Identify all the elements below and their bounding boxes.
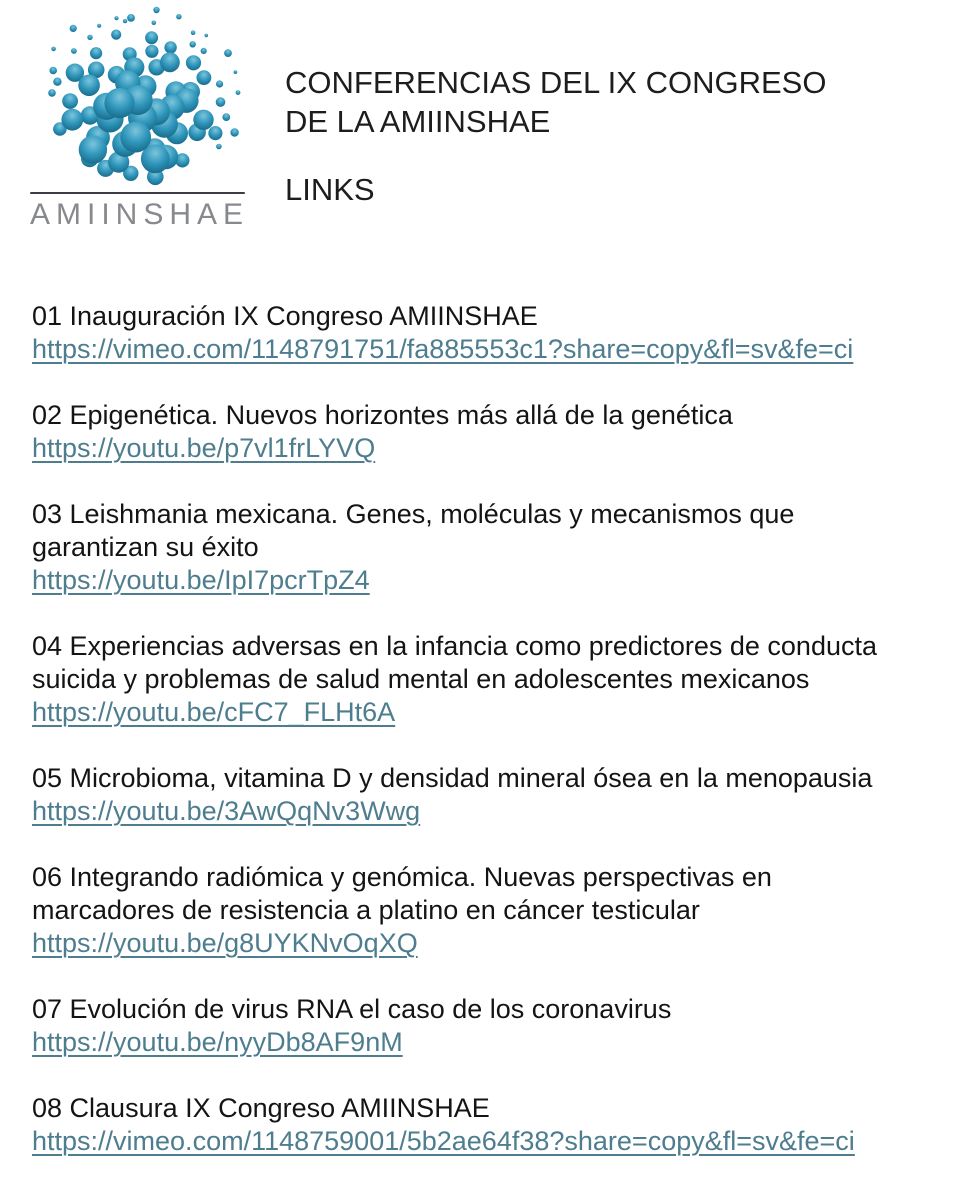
links-heading: LINKS <box>285 172 375 207</box>
item-title <box>32 861 952 927</box>
item-title-line: 05 Microbioma, vitamina D y densidad mineral ósea en la menopausia <box>32 763 873 793</box>
amiinshae-logo <box>30 6 250 232</box>
list-item <box>32 762 952 828</box>
item-title <box>32 993 952 1026</box>
item-title <box>32 399 952 432</box>
list-item <box>32 993 952 1059</box>
item-title <box>32 1092 952 1125</box>
item-title-line: 03 Leishmania mexicana. Genes, moléculas y mecanismos que <box>32 499 795 529</box>
item-title-line: marcadores de resistencia a platino en cáncer testicular <box>32 895 700 925</box>
item-title-line: 02 Epigenética. Nuevos horizontes más allá de la genética <box>32 400 733 430</box>
logo-divider <box>30 192 245 194</box>
page-title-line2: DE LA AMIINSHAE <box>285 104 551 139</box>
item-title-line: suicida y problemas de salud mental en adolescentes mexicanos <box>32 664 810 694</box>
list-item <box>32 1092 952 1158</box>
list-item <box>32 630 952 729</box>
item-title-line: 01 Inauguración IX Congreso AMIINSHAE <box>32 301 538 331</box>
video-link[interactable]: https://youtu.be/cFC7_FLHt6A <box>32 697 396 727</box>
item-title-line: 07 Evolución de virus RNA el caso de los coronavirus <box>32 994 672 1024</box>
item-title <box>32 762 952 795</box>
video-link[interactable]: https://youtu.be/nyyDb8AF9nM <box>32 1027 403 1057</box>
item-title <box>32 630 952 696</box>
item-title-line: garantizan su éxito <box>32 532 259 562</box>
video-link[interactable]: https://youtu.be/IpI7pcrTpZ4 <box>32 565 370 595</box>
video-link[interactable]: https://youtu.be/g8UYKNvOqXQ <box>32 928 418 958</box>
list-item <box>32 399 952 465</box>
page-title-line1: CONFERENCIAS DEL IX CONGRESO <box>285 65 827 100</box>
list-item <box>32 300 952 366</box>
video-link[interactable]: https://youtu.be/3AwQqNv3Wwg <box>32 796 421 826</box>
page-title <box>285 63 826 141</box>
item-title-line: 06 Integrando radiómica y genómica. Nuevas perspectivas en <box>32 862 772 892</box>
item-title <box>32 300 952 333</box>
item-title <box>32 498 952 564</box>
bubble-sphere-icon <box>30 6 245 190</box>
links-list <box>32 300 952 1191</box>
video-link[interactable]: https://vimeo.com/1148759001/5b2ae64f38?share=copy&fl=sv&fe=ci <box>32 1126 855 1156</box>
list-item <box>32 861 952 960</box>
item-title-line: 04 Experiencias adversas en la infancia como predictores de conducta <box>32 631 877 661</box>
item-title-line: 08 Clausura IX Congreso AMIINSHAE <box>32 1093 490 1123</box>
list-item <box>32 498 952 597</box>
logo-wordmark: AMIINSHAE <box>30 198 250 231</box>
video-link[interactable]: https://vimeo.com/1148791751/fa885553c1?share=copy&fl=sv&fe=ci <box>32 334 854 364</box>
video-link[interactable]: https://youtu.be/p7vl1frLYVQ <box>32 433 376 463</box>
